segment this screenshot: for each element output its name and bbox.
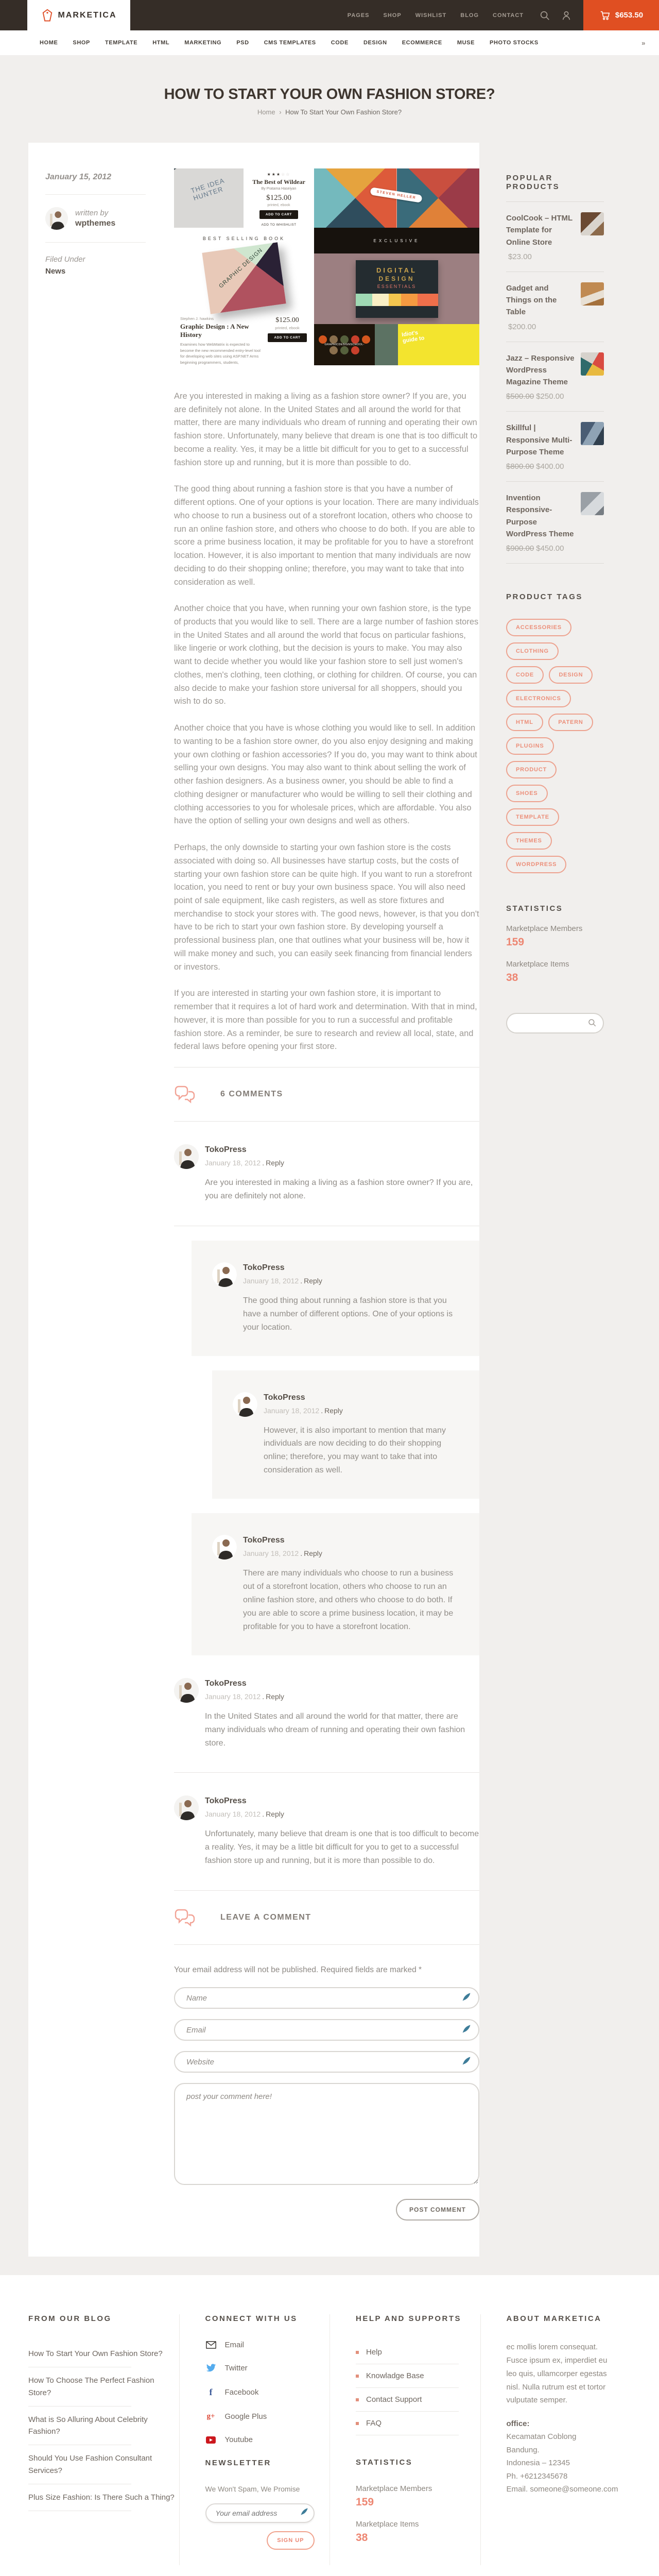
product-thumbnail[interactable] [581, 352, 604, 376]
article-paragraph: If you are interested in starting your own fashion store, it is important to remember that it requires a lot of hard work and determination. With that in mind, however, it is more than possible for you to run a successful and profitable fashion store. As a reminder, be sure to research and review all local, state, and federal laws before opening your first store. [174, 989, 477, 1052]
from-our-blog-title: FROM OUR BLOG [28, 2314, 112, 2324]
youtube-icon [205, 2436, 217, 2444]
product-title-link[interactable]: CoolCook – HTML Template for Online Store [506, 214, 573, 247]
breadcrumb-current: How To Start Your Own Fashion Store? [285, 108, 402, 116]
items-value: 38 [356, 2532, 368, 2544]
connect-twitter-link[interactable]: Twitter [205, 2364, 330, 2372]
comments-header [174, 1085, 479, 1104]
popular-product [506, 492, 604, 553]
popular-product [506, 212, 604, 261]
footer-blog-link[interactable]: Plus Size Fashion: Is There Such a Thing? [28, 2493, 175, 2502]
nav-design[interactable]: DESIGN [363, 40, 387, 46]
members-label: Marketplace Members [506, 924, 583, 933]
comment-date: January 18, 2012 [243, 1276, 299, 1285]
google-plus-icon: g+ [206, 2412, 215, 2421]
exclusive-banner: EXCLUSIVE [314, 228, 479, 253]
product-thumbnail[interactable] [581, 212, 604, 235]
footer-blog-link[interactable]: What is So Alluring About Celebrity Fashion? [28, 2415, 148, 2436]
nav-html[interactable]: HTML [152, 40, 170, 46]
divider [506, 201, 604, 202]
office-line: Email. someone@someone.com [506, 2485, 618, 2494]
leave-comment-header [174, 1908, 479, 1927]
best-selling-panel [174, 228, 314, 365]
leave-comment-title: LEAVE A COMMENT [220, 1913, 311, 1922]
members-value: 159 [506, 936, 525, 948]
product-thumbnail[interactable] [581, 492, 604, 515]
footer-connect-column [179, 2314, 330, 2565]
office-label: office: [506, 2419, 530, 2429]
reply-link[interactable]: Reply [266, 1692, 284, 1701]
divider [506, 563, 604, 564]
connect-email-link[interactable]: Email [205, 2341, 330, 2349]
logo[interactable] [27, 0, 130, 30]
add-to-cart-button: ADD TO CART [268, 333, 306, 342]
commenter-name: TokoPress [243, 1263, 285, 1272]
comment-reply: TokoPress January 18, 2012 . Reply There are many individuals who choose to run a business out of a storefront location, others who choose to run an online fashion store, and others who choose to do both. If you are able to score a prime business location, it may be profitable for you to have a storefront location. [192, 1513, 479, 1655]
commenter-name: TokoPress [205, 1679, 247, 1688]
square-bullet-icon [356, 2351, 359, 2354]
top-nav-contact[interactable]: CONTACT [493, 12, 524, 19]
idiots-guide-cover: Idiot's guide to [398, 324, 479, 365]
website-field[interactable] [174, 2051, 479, 2073]
design-school-label: GRAPHICDESIGNSCHOOL- [324, 343, 365, 346]
author-byline [45, 207, 146, 230]
twitter-icon [205, 2364, 217, 2372]
comment-reply: TokoPress January 18, 2012 . Reply However, it is also important to mention that many individuals are now deciding to do their shopping online; therefore, you may want to take that into consideration as well. [212, 1370, 479, 1499]
author-avatar [45, 207, 68, 230]
statistics-title: STATISTICS [356, 2458, 413, 2467]
pen-icon [462, 2024, 471, 2036]
cart-total: $653.50 [615, 11, 644, 20]
comment-text: There are many individuals who choose to run a business out of a storefront location, others who choose to run an online fashion store, and others who choose to do both. If you are able to score a prime business location, it may be profitable for you to have a storefront location. [243, 1569, 454, 1631]
tag-product[interactable]: PRODUCT [506, 761, 557, 778]
comment-date: January 18, 2012 [264, 1406, 320, 1415]
comment-text: Are you interested in making a living as a fashion store owner? If you are, you are definitely not alone. [205, 1178, 473, 1200]
product-card-price: $125.00 [266, 194, 291, 202]
square-bullet-icon [356, 2422, 359, 2425]
commenter-name: TokoPress [205, 1797, 247, 1806]
green-block [375, 324, 398, 365]
cart-button[interactable] [583, 0, 659, 30]
about-marketica-title: ABOUT MARKETICA [506, 2314, 602, 2324]
popular-product [506, 282, 604, 331]
members-value: 159 [356, 2496, 374, 2509]
pen-icon [462, 1992, 471, 2004]
category-link[interactable]: News [45, 267, 66, 276]
facebook-icon: f [209, 2387, 213, 2398]
reply-link[interactable]: Reply [266, 1159, 284, 1167]
office-line: Kecamatan Coblong [506, 2432, 577, 2442]
email-icon [205, 2341, 217, 2349]
rating-stars: ★★★☆☆ [267, 172, 291, 177]
nav-ecommerce[interactable]: ECOMMERCE [402, 40, 442, 46]
reply-link[interactable]: Reply [324, 1406, 343, 1415]
idea-hunter-title: THE IDEA HUNTER [189, 176, 226, 202]
comments-bubble-icon [174, 1085, 196, 1104]
top-nav-pages[interactable]: PAGES [347, 12, 370, 19]
connect-youtube-link[interactable]: Youtube [205, 2435, 330, 2444]
product-thumbnail[interactable] [581, 282, 604, 306]
knowledge-base-link[interactable]: Knowladge Base [356, 2364, 480, 2387]
office-line: Bandung. [506, 2445, 540, 2454]
sidebar [506, 174, 604, 1033]
comment-text: Unfortunately, many believe that dream is one that is too difficult to become a reality. Yes, it may be a little bit difficult for you to get to a successful fashion store up and running, but it is more than possible to do. [205, 1829, 479, 1866]
add-to-wishlist-link: ADD TO WHISHLIST [262, 223, 297, 229]
post-date: January 15, 2012 [45, 173, 112, 181]
breadcrumb [0, 108, 659, 116]
contact-support-link[interactable]: Contact Support [356, 2388, 480, 2411]
product-tags [506, 619, 604, 879]
pen-icon [300, 2507, 308, 2518]
nav-template[interactable]: TEMPLATE [105, 40, 138, 46]
main-content-area [0, 143, 659, 2257]
nav-code[interactable]: CODE [331, 40, 349, 46]
category-nav [0, 30, 659, 55]
commenter-name: TokoPress [243, 1536, 285, 1545]
newsletter-email-input[interactable] [205, 2503, 315, 2523]
newsletter-tagline: We Won't Spam, We Promise [205, 2485, 300, 2494]
faq-link[interactable]: FAQ [356, 2412, 480, 2435]
footer-blog-link[interactable]: How To Start Your Own Fashion Store? [28, 2349, 163, 2359]
tag-template[interactable]: TEMPLATE [506, 808, 559, 826]
header-icons [539, 10, 572, 21]
product-card-title: The Best of Wildear [252, 178, 305, 185]
footer-about-column [480, 2314, 631, 2565]
comment-date: January 18, 2012 [205, 1159, 261, 1167]
divider [506, 481, 604, 482]
article-card [28, 143, 479, 2257]
commenter-avatar [174, 1678, 199, 1703]
product-title-link[interactable]: Jazz – Responsive WordPress Magazine Theme [506, 353, 575, 386]
comment: TokoPress January 18, 2012 . Reply Are you interested in making a living as a fashion store owner? If you are, you are definitely not alone. [174, 1144, 479, 1203]
tag-clothing[interactable]: CLOTHING [506, 642, 559, 660]
nav-more-chevron-icon[interactable]: » [641, 39, 646, 47]
article-paragraph: Another choice that you have, when running your own fashion store, is the type of products that you would like to sell. There are a large number of fashion stores in the United States and all around the world that focus on particular fashions, like lingerie or work clothing, but the decision is yours to make. You may also want to decide whether you would like your fashion store to sell just women's clothes, men's clothing, teen clothing, or clothing for children. Of course, you can also decide to make your fashion store universal for all shoppers, should you wish to do so. [174, 604, 479, 706]
brand-name: MARKETICA [58, 10, 117, 20]
steven-heller-label: STEVEN HELLER [370, 187, 423, 203]
tag-shoes[interactable]: SHOES [506, 785, 548, 802]
article-paragraph: Another choice that you have is whose clothing you would like to sell. In addition to wanting to be a fashion store owner, do you also enjoy designing and making your own clothing or fashion accessories? If you do, you may want to think about selling your own designs. You may also want to think about selling the work of other fashion designers. As a business owner, you should be able to find a clothing designer or manufacturer who would be willing to sell their clothing and clothing accessories to you for wholesale prices, which are affordable. You also have the option of selling your own designs and well as others. [174, 723, 477, 826]
price: $23.00 [508, 252, 532, 261]
popular-products-title: POPULAR PRODUCTS [506, 174, 560, 191]
filed-under-label: Filed Under [45, 255, 85, 264]
comment-reply: TokoPress January 18, 2012 . Reply The good thing about running a fashion store is that you have a number of different options. One of your options is your location. [192, 1241, 479, 1356]
digital-design-panel [314, 253, 479, 324]
divider [45, 194, 146, 195]
idea-hunter-cover [174, 168, 244, 228]
nav-shop[interactable]: SHOP [73, 40, 90, 46]
product-tags-title: PRODUCT TAGS [506, 592, 583, 601]
popular-product [506, 422, 604, 471]
tag-wordpress[interactable]: WORDPRESS [506, 856, 566, 873]
divider [174, 1890, 479, 1891]
comment: TokoPress January 18, 2012 . Reply In the United States and all around the world for that matter, there are many individuals who dream of running and operating their own fashion store. [174, 1678, 479, 1750]
graphic-design-book-cover: GRAPHIC DESIGN [202, 242, 286, 314]
tag-themes[interactable]: THEMES [506, 832, 552, 850]
newsletter-signup-button[interactable]: SIGN UP [267, 2531, 314, 2550]
statistics-title: STATISTICS [506, 904, 563, 913]
office-line: Indonesia – 12345 [506, 2459, 570, 2468]
newsletter-title: NEWSLETTER [205, 2459, 271, 2468]
connect-google-plus-link[interactable]: g+ Google Plus [205, 2412, 330, 2421]
reply-link[interactable]: Reply [266, 1810, 284, 1819]
color-palette-strip [356, 294, 438, 306]
page-title: HOW TO START YOUR OWN FASHION STORE? [164, 86, 495, 103]
footer [0, 2275, 659, 2576]
author-name[interactable]: wpthemes [75, 219, 116, 228]
divider [174, 1121, 479, 1122]
comment-date: January 18, 2012 [205, 1810, 261, 1819]
comment-textarea[interactable] [174, 2083, 479, 2185]
old-price: $900.00 [506, 544, 534, 553]
book-formats: printed, ebook [275, 326, 300, 330]
price: $450.00 [536, 544, 564, 553]
pen-icon [462, 2056, 471, 2068]
nav-muse[interactable]: MUSE [457, 40, 475, 46]
footer-blog-link[interactable]: How To Choose The Perfect Fashion Store? [28, 2376, 154, 2397]
tag-electronics[interactable]: ELECTRONICS [506, 690, 571, 707]
tag-accessories[interactable]: ACCESSORIES [506, 619, 571, 636]
top-nav-shop[interactable]: SHOP [383, 12, 402, 19]
comment-form-note: Your email address will not be published. Required fields are marked * [174, 1965, 422, 1975]
product-card-formats: printed, ebook [267, 204, 290, 207]
footer-blog-link[interactable]: Should You Use Fashion Consultant Services? [28, 2454, 152, 2475]
book-description: Examines how WebMatrix is expected to become the new recommended entry-level tool for developing web sites using ASP.NET Arms beginning programmers, students, [180, 342, 261, 365]
collage-row-top [174, 168, 479, 228]
comment-form [174, 1965, 479, 2221]
nav-cms-templates[interactable]: CMS TEMPLATES [264, 40, 316, 46]
article-meta [45, 173, 146, 276]
nav-psd[interactable]: PSD [236, 40, 249, 46]
about-text: ec mollis lorem consequat. Fusce ipsum ex, imperdiet eu leo quis, ullamcorper egestas nisl. Nulla rutrum est et tortor vulputate semper. [506, 2343, 608, 2405]
comment: TokoPress January 18, 2012 . Reply Unfortunately, many believe that dream is one that is too difficult to become a reality. Yes, it may be a little bit difficult for you to get to a successful fashion store up and running, but it is more than possible to do. [174, 1795, 479, 1868]
commenter-avatar [212, 1262, 237, 1287]
featured-image-collage[interactable] [174, 168, 479, 365]
office-line: Ph. +6212345678 [506, 2471, 568, 2481]
items-label: Marketplace Items [506, 960, 569, 969]
color-circles-panel [314, 324, 375, 365]
footer-help-column [330, 2314, 480, 2565]
old-price: $800.00 [506, 462, 534, 471]
divider [174, 1944, 479, 1945]
product-card-wildear [244, 168, 314, 228]
footer-blog-column [28, 2314, 179, 2565]
items-label: Marketplace Items [356, 2520, 419, 2529]
post-comment-button[interactable]: POST COMMENT [396, 2199, 479, 2221]
tag-html[interactable]: HTML [506, 714, 543, 731]
popular-product [506, 352, 604, 401]
breadcrumb-separator: › [279, 108, 282, 116]
reply-link[interactable]: Reply [304, 1549, 322, 1558]
collage-row-bottom [174, 228, 479, 365]
geometric-mosaic-image [314, 168, 479, 228]
commenter-avatar [233, 1392, 257, 1417]
sidebar-search [506, 1013, 604, 1033]
search-icon[interactable] [587, 1018, 597, 1030]
book-price: $125.00 [275, 316, 299, 324]
article-paragraph: Are you interested in making a living as a fashion store owner? If you are, you are definitely not alone. In the United States and all around the world for that matter, there are many individuals who dream of running and operating their own fashion store. Unfortunately, many believe that dream is one that is too difficult to become a reality. Yes, it may be a little bit difficult for you to get to a successful fashion store up and running, but it is more than possible to do. [174, 392, 478, 467]
nav-photo-stocks[interactable]: PHOTO STOCKS [490, 40, 539, 46]
commenter-name: TokoPress [205, 1145, 247, 1155]
price: $200.00 [508, 322, 536, 331]
cart-icon [599, 10, 611, 21]
square-bullet-icon [356, 2375, 359, 2378]
search-icon[interactable] [539, 10, 550, 21]
add-to-cart-button: ADD TO CART [259, 210, 298, 219]
product-title-link[interactable]: Invention Responsive-Purpose WordPress Theme [506, 494, 574, 538]
tag-plugins[interactable]: PLUGINS [506, 737, 554, 755]
comments-count: 6 COMMENTS [220, 1090, 283, 1099]
top-nav [348, 12, 524, 19]
tag-design[interactable]: DESIGN [549, 666, 593, 684]
square-bullet-icon [356, 2398, 359, 2401]
help-link[interactable]: Help [356, 2341, 480, 2364]
connect-facebook-link[interactable]: f Facebook [205, 2387, 330, 2398]
commenter-avatar [174, 1795, 199, 1820]
product-title-link[interactable]: Gadget and Things on the Table [506, 283, 557, 317]
email-field[interactable] [174, 2019, 479, 2041]
page-header [0, 55, 659, 143]
commenter-name: TokoPress [264, 1393, 305, 1402]
top-nav-wishlist[interactable]: WISHLIST [415, 12, 447, 19]
help-supports-title: HELP AND SUPPORTS [356, 2314, 462, 2324]
user-icon[interactable] [561, 10, 572, 21]
commenter-avatar [174, 1144, 199, 1169]
product-thumbnail[interactable] [581, 422, 604, 445]
price: $400.00 [536, 462, 564, 471]
top-header [0, 0, 659, 30]
digital-design-book: DIGITAL DESIGN ESSENTIALS [356, 260, 438, 318]
divider [506, 411, 604, 412]
comment-text: However, it is also important to mention that many individuals are now deciding to do their shopping online; therefore, you may want to take that into consideration as well. [264, 1426, 446, 1475]
comment-text: In the United States and all around the world for that matter, there are many individuals who dream of running and operating their own fashion store. [205, 1711, 465, 1748]
comment-date: January 18, 2012 [243, 1549, 299, 1558]
nav-home[interactable]: HOME [40, 40, 58, 46]
nav-marketing[interactable]: MARKETING [184, 40, 222, 46]
comment-text: The good thing about running a fashion store is that you have a number of different options. One of your options is your location. [243, 1296, 453, 1332]
comment-form-bubble-icon [174, 1908, 196, 1927]
best-selling-heading: BEST SELLING BOOK [202, 236, 286, 241]
tag-patern[interactable]: PATERN [548, 714, 593, 731]
book-title: Graphic Design : A New History [180, 323, 249, 338]
comment-date: January 18, 2012 [205, 1692, 261, 1701]
article-content [174, 168, 479, 2221]
reply-link[interactable]: Reply [304, 1276, 322, 1285]
written-by-label: written by [75, 209, 109, 217]
tag-code[interactable]: CODE [506, 666, 544, 684]
footer-statistics [356, 2458, 480, 2544]
members-label: Marketplace Members [356, 2484, 432, 2494]
product-card-author: By Pratama Haseiyan [261, 187, 297, 191]
price: $250.00 [536, 392, 564, 401]
top-nav-blog[interactable]: BLOG [460, 12, 479, 19]
breadcrumb-home[interactable]: Home [257, 108, 275, 116]
connect-with-us-title: CONNECT WITH US [205, 2314, 298, 2324]
article-paragraph: Perhaps, the only downside to starting your own fashion store is the costs associated with doing so. All businesses have startup costs, but the costs of starting your own fashion store can be quite high. If you want to run a storefront location, you need to rent or buy your own business space. You will also need point of sale equipment, like cash registers, as well as store fixtures and merchandise to stock your stores with. The good news, however, is that you don't have to be rich to start your own fashion store. By developing yourself a professional business plan, one that outlines what your business will be, how it will make money and such, you can easily seek financing from financial lenders or investors. [174, 843, 479, 972]
old-price: $500.00 [506, 392, 534, 401]
logo-tag-icon [41, 8, 54, 23]
divider [45, 242, 146, 243]
product-title-link[interactable]: Skillful | Responsive Multi-Purpose Theme [506, 423, 573, 456]
divider [174, 1772, 479, 1773]
newsletter-field [205, 2503, 315, 2523]
article-paragraph: The good thing about running a fashion store is that you have a number of different options. One of your options is your location. There are many individuals who choose to run a business out of a storefront location, others who choose to run an online fashion store, and others who choose to do both. If you are able to score a prime business location, it may be profitable for you to have a storefront location. However, it is also important to mention that many individuals are now deciding to do their shopping online; therefore, you may want to take that into consideration as well. [174, 484, 479, 587]
name-field[interactable] [174, 1987, 479, 2009]
filed-under [45, 255, 146, 276]
commenter-avatar [212, 1535, 237, 1560]
items-value: 38 [506, 972, 518, 984]
book-author: Stephen J. hawkins [180, 316, 214, 321]
